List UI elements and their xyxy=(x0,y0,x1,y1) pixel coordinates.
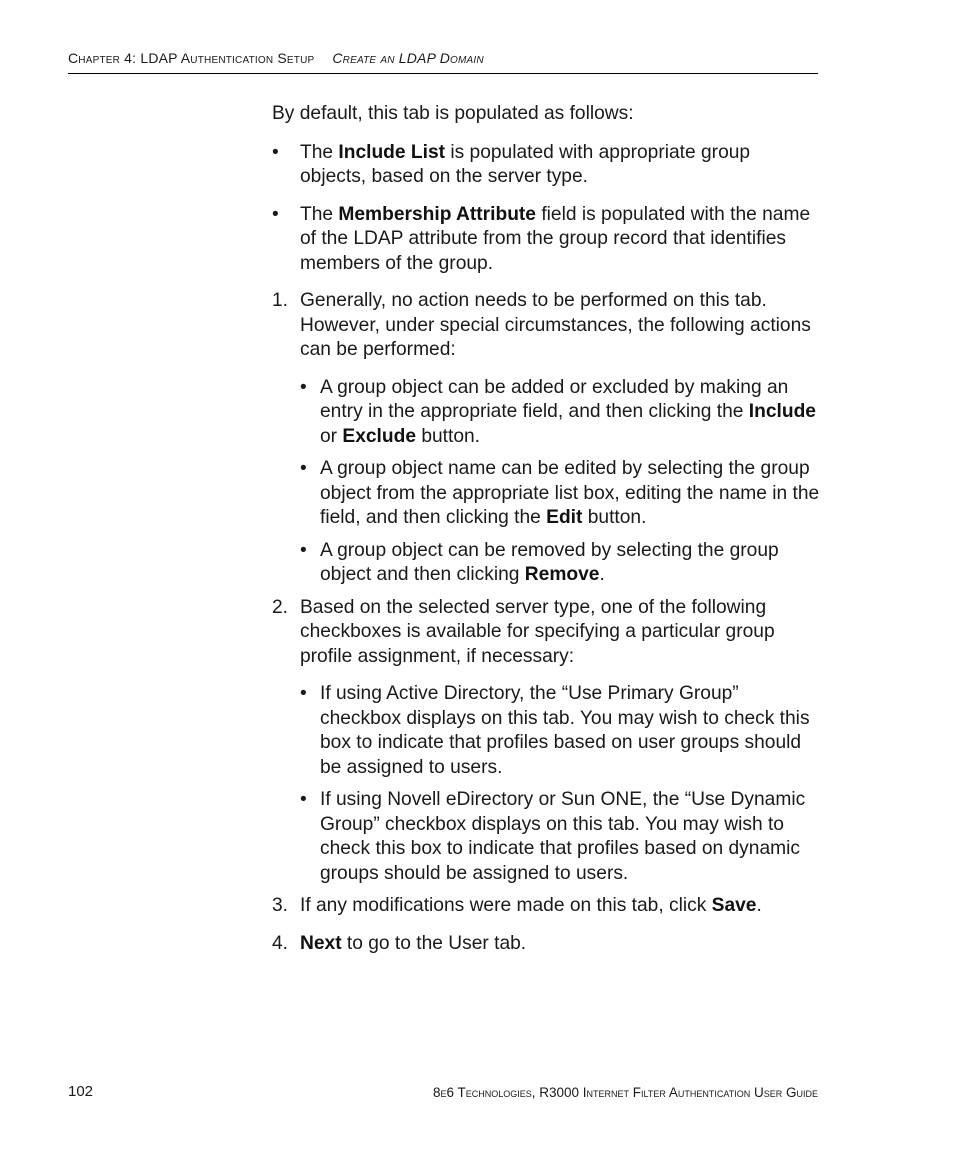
bullet-mark: • xyxy=(272,141,279,163)
bold-term: Exclude xyxy=(342,425,416,447)
sub-bullet-item: • A group object name can be edited by selecting the group object from the appropriate list box, editing the name in the field, and then clicking the Edit button. xyxy=(300,458,820,528)
bold-term: Membership Attribute xyxy=(338,203,536,225)
bold-term: Next xyxy=(300,932,342,954)
bullet-mark: • xyxy=(272,203,279,225)
page-body xyxy=(272,102,820,956)
bullet-mark: • xyxy=(300,683,307,704)
bold-term: Remove xyxy=(524,564,600,585)
bullet-mark: • xyxy=(300,789,307,810)
chapter-title: Chapter 4: LDAP Authentication Setup xyxy=(68,50,315,66)
bullet-mark: • xyxy=(300,458,307,479)
bold-term: Edit xyxy=(546,507,583,528)
step-text: Generally, no action needs to be performed on this tab. However, under special circumstances, the following actions can be performed: xyxy=(300,290,811,360)
sub-bullet-item: • A group object can be added or excluded by making an entry in the appropriate field, and then clicking the Include or Exclude button. xyxy=(300,376,816,447)
running-header xyxy=(68,50,818,74)
bold-term: Include xyxy=(748,401,816,422)
step-2 xyxy=(272,596,820,670)
step-1 xyxy=(272,289,820,363)
step-number: 1. xyxy=(272,290,289,311)
section-title: Create an LDAP Domain xyxy=(332,50,484,66)
page-number: 102 xyxy=(68,1083,94,1100)
step-3: 3. If any modifications were made on this tab, click Save. xyxy=(272,894,820,919)
bullet-item: • The Membership Attribute field is populated with the name of the LDAP attribute from the group record that identifies members of the group. xyxy=(272,203,811,274)
step-number: 4. xyxy=(272,932,289,954)
sub-bullet-item: • If using Novell eDirectory or Sun ONE, the “Use Dynamic Group” checkbox displays on this tab. You may wish to check this box to indicate that profiles based on dynamic groups should be assigned to users. xyxy=(300,789,806,884)
sub-bullet-item: • If using Active Directory, the “Use Primary Group” checkbox displays on this tab. You may wish to check this box to indicate that profiles based on user groups should be assigned to users. xyxy=(300,683,810,778)
sub-bullet-item: • A group object can be removed by selecting the group object and then clicking Remove. xyxy=(300,539,779,585)
bullet-item: • The Include List is populated with appropriate group objects, based on the server type. xyxy=(272,141,751,187)
step-4: 4. Next to go to the User tab. xyxy=(272,932,820,957)
bullet-mark: • xyxy=(300,376,307,398)
step-number: 2. xyxy=(272,596,289,618)
bold-term: Include List xyxy=(338,141,446,163)
intro-paragraph: By default, this tab is populated as follows: xyxy=(272,103,634,124)
bold-term: Save xyxy=(711,895,757,916)
step-number: 3. xyxy=(272,895,289,916)
guide-title: 8e6 Technologies, R3000 Internet Filter Authentication User Guide xyxy=(432,1085,818,1100)
step-text: Based on the selected server type, one of the following checkboxes is available for specifying a particular group profile assignment, if necessary: xyxy=(300,596,775,667)
bullet-mark: • xyxy=(300,539,307,561)
